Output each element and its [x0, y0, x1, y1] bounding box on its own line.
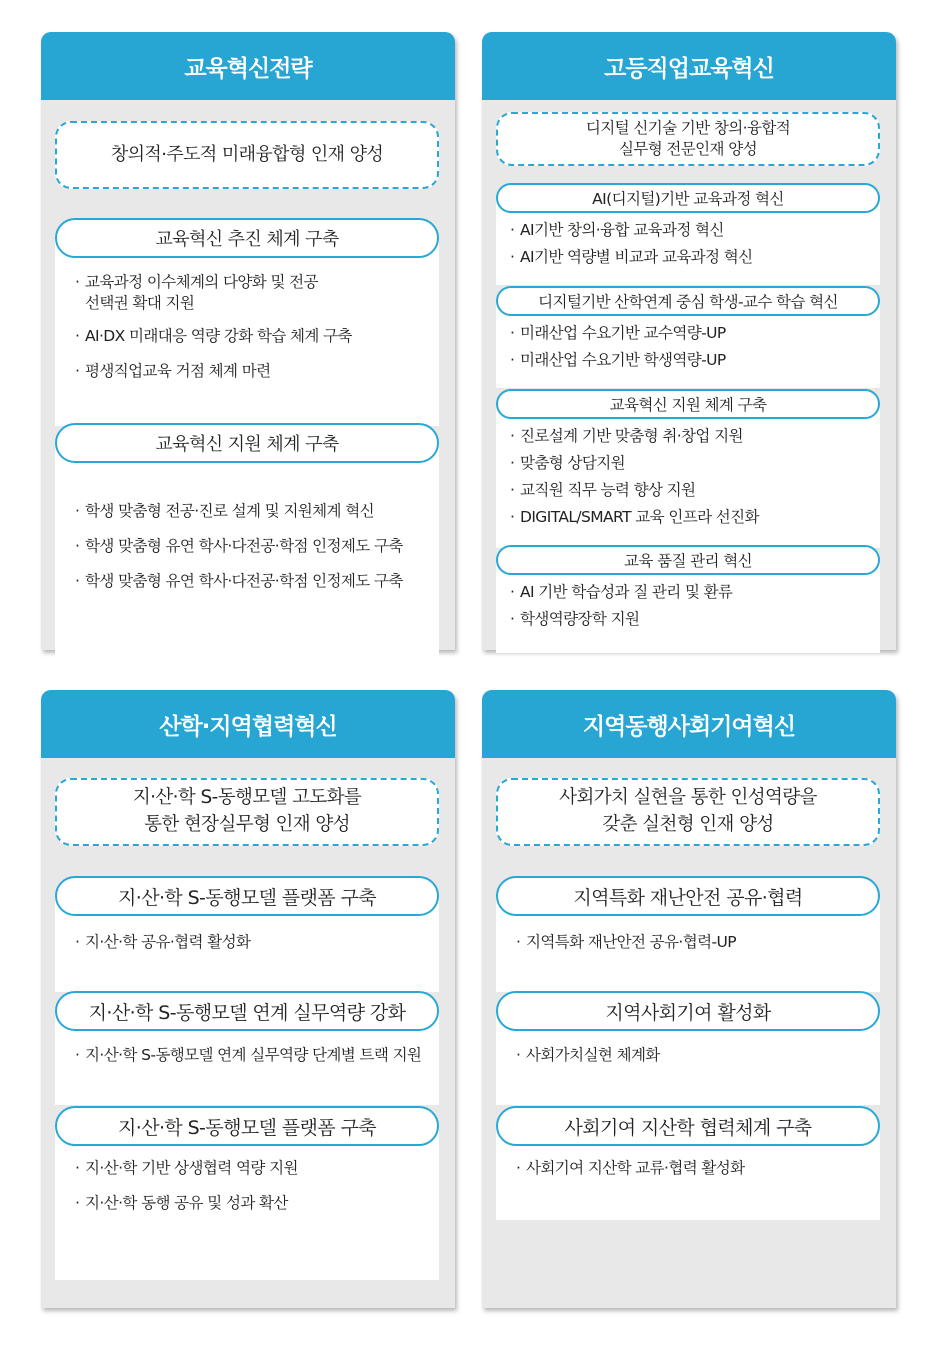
list-item: · 지·산·학 기반 상생협력 역량 지원 [73, 1158, 429, 1179]
section-2 [496, 286, 880, 388]
section-1 [496, 876, 880, 992]
goal-text: 사회가치 실현을 통한 인성역량을 갖춘 실천형 인재 양성 [559, 787, 817, 835]
section-title: 디지털기반 산학연계 중심 학생-교수 학습 혁신 [496, 286, 880, 316]
list-item: · 미래산업 수요기반 학생역량-UP [508, 350, 870, 371]
section-title: 지역특화 재난안전 공유·협력 [496, 876, 880, 916]
list-item: · 지역특화 재난안전 공유·협력-UP [514, 932, 870, 953]
section-2 [55, 991, 439, 1105]
list-item: · DIGITAL/SMART 교육 인프라 선진화 [508, 507, 870, 528]
panel-title: 교육혁신전략 [41, 32, 455, 100]
panel-education-innovation-strategy [41, 32, 455, 650]
section-3 [496, 389, 880, 548]
goal-text: 지·산·학 S-동행모델 고도화를 통한 현장실무형 인재 양성 [132, 787, 362, 835]
list-item: · AI기반 역량별 비교과 교육과정 혁신 [508, 247, 870, 268]
list-item: · AI기반 창의·융합 교육과정 혁신 [508, 220, 870, 241]
panel-title: 산학·지역협력혁신 [41, 690, 455, 758]
panel-regional-social-contribution-innovation [482, 690, 896, 1308]
section-title: 지·산·학 S-동행모델 연계 실무역량 강화 [55, 991, 439, 1031]
list-item: · 교직원 직무 능력 향상 지원 [508, 480, 870, 501]
goal-text: 창의적·주도적 미래융합형 인재 양성 [110, 143, 384, 165]
list-item: · 사회기여 지산학 교류·협력 활성화 [514, 1158, 870, 1179]
section-4 [496, 545, 880, 653]
list-item: · 학생 맞춤형 유연 학사·다전공·학점 인정제도 구축 [73, 536, 429, 557]
section-items [55, 443, 439, 662]
section-title: 지·산·학 S-동행모델 플랫폼 구축 [55, 1106, 439, 1146]
list-item: · 지·산·학 S-동행모델 연계 실무역량 단계별 트랙 지원 [73, 1045, 429, 1066]
list-item: · AI 기반 학습성과 질 관리 및 환류 [508, 582, 870, 603]
section-items [55, 238, 439, 426]
list-item: · 교육과정 이수체계의 다양화 및 전공 선택권 확대 지원 [73, 272, 429, 314]
goal-box [496, 112, 880, 166]
section-items [55, 1126, 439, 1280]
section-title: AI(디지털)기반 교육과정 혁신 [496, 183, 880, 213]
list-item: · 미래산업 수요기반 교수역량-UP [508, 323, 870, 344]
section-1 [55, 876, 439, 992]
goal-box [496, 778, 880, 846]
list-item: · 진로설계 기반 맞춤형 취·창업 지원 [508, 426, 870, 447]
section-items [496, 404, 880, 548]
list-item: · AI·DX 미래대응 역량 강화 학습 체계 구축 [73, 326, 429, 347]
panel-higher-vocational-education-innovation [482, 32, 896, 650]
list-item: · 지·산·학 동행 공유 및 성과 확산 [73, 1193, 429, 1214]
goal-box [55, 121, 439, 189]
section-title: 교육혁신 지원 체계 구축 [55, 423, 439, 463]
goal-box [55, 778, 439, 846]
section-3 [55, 1106, 439, 1280]
section-title: 교육혁신 지원 체계 구축 [496, 389, 880, 419]
list-item: · 사회가치실현 체계화 [514, 1045, 870, 1066]
list-item: · 맞춤형 상담지원 [508, 453, 870, 474]
list-item: · 학생 맞춤형 전공·진로 설계 및 지원체계 혁신 [73, 501, 429, 522]
section-2 [55, 423, 439, 662]
section-2 [496, 991, 880, 1105]
goal-text: 디지털 신기술 기반 창의·융합적 실무형 전문인재 양성 [585, 119, 791, 158]
section-title: 교육 품질 관리 혁신 [496, 545, 880, 575]
panel-title: 고등직업교육혁신 [482, 32, 896, 100]
list-item: · 학생역량장학 지원 [508, 609, 870, 630]
section-title: 지역사회기여 활성화 [496, 991, 880, 1031]
section-1 [496, 183, 880, 285]
list-item: · 지·산·학 공유·협력 활성화 [73, 932, 429, 953]
panel-title: 지역동행사회기여혁신 [482, 690, 896, 758]
section-1 [55, 218, 439, 426]
panel-industry-region-cooperation-innovation [41, 690, 455, 1308]
list-item: · 평생직업교육 거점 체계 마련 [73, 361, 429, 382]
list-item: · 학생 맞춤형 유연 학사·다전공·학점 인정제도 구축 [73, 571, 429, 592]
section-3 [496, 1106, 880, 1220]
section-title: 교육혁신 추진 체계 구축 [55, 218, 439, 258]
section-title: 사회기여 지산학 협력체계 구축 [496, 1106, 880, 1146]
section-title: 지·산·학 S-동행모델 플랫폼 구축 [55, 876, 439, 916]
